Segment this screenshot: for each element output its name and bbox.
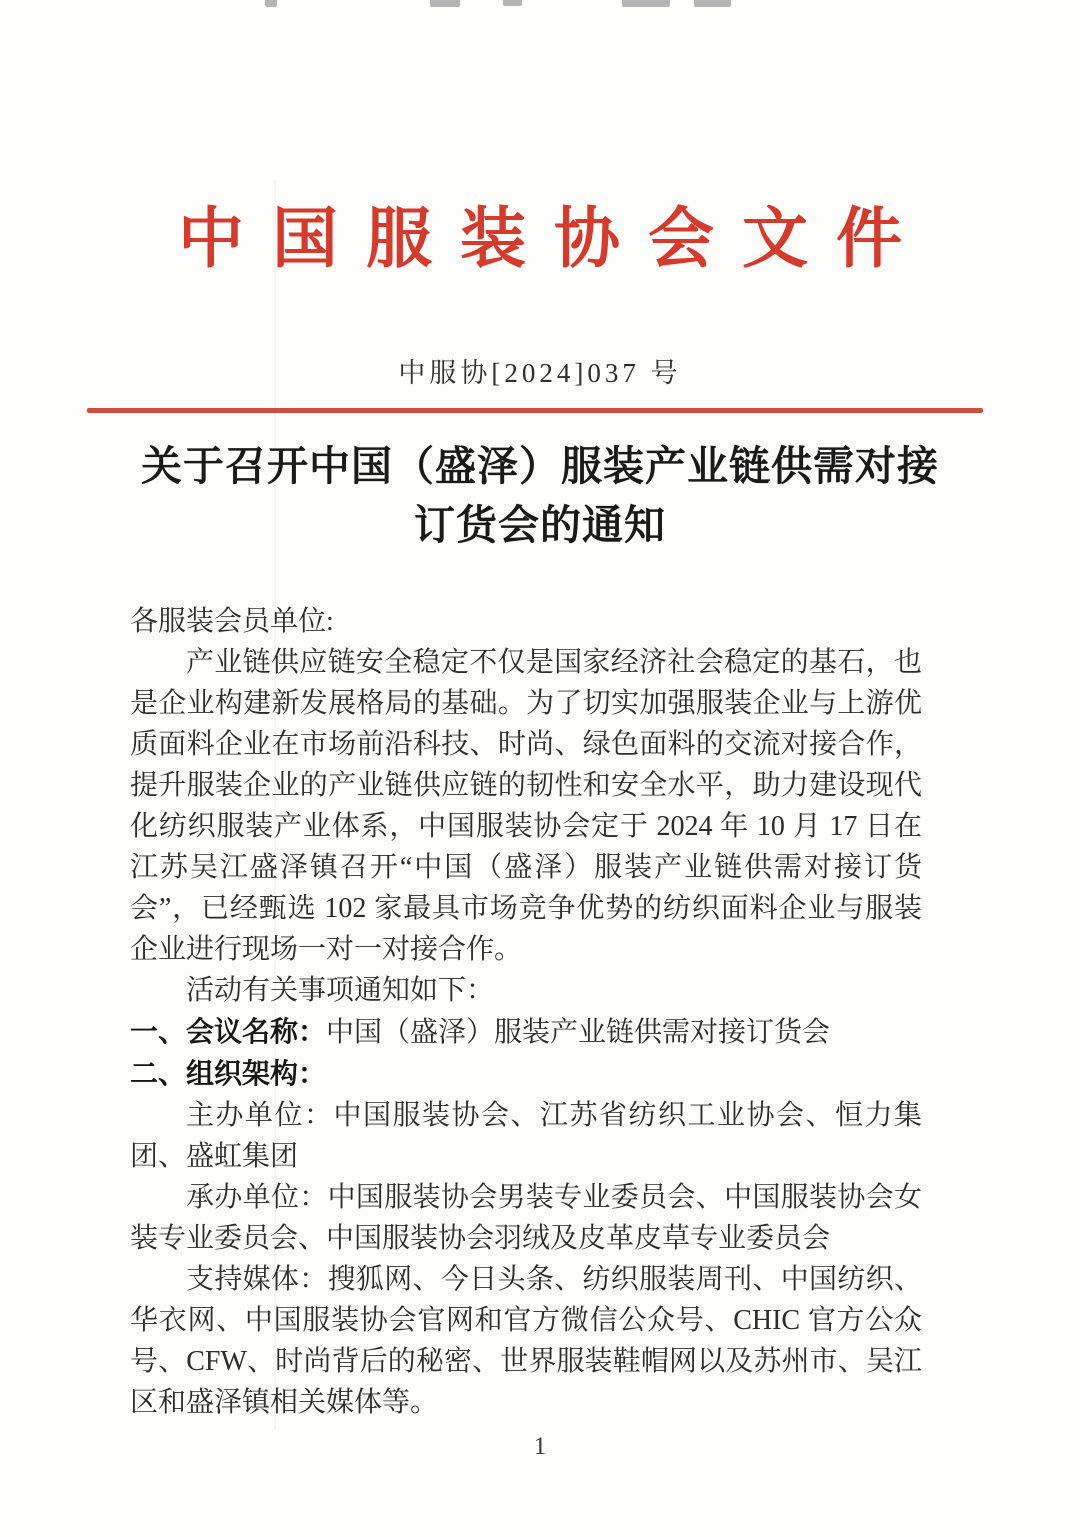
item-meeting-name-label: 一、会议名称： <box>130 1016 327 1047</box>
paragraph-notice-intro: 活动有关事项通知如下： <box>186 975 495 1006</box>
cropped-text-remnant <box>622 0 670 7</box>
cropped-text-remnant <box>503 0 522 6</box>
paragraph-organizers: 主办单位：中国服装协会、江苏省纺织工业协会、恒力集团、盛虹集团 <box>130 1100 922 1172</box>
document-body <box>130 601 922 1423</box>
page-number: 1 <box>533 1433 547 1460</box>
paragraph-intro: 产业链供应链安全稳定不仅是国家经济社会稳定的基石，也是企业构建新发展格局的基础。为了切实加强服装企业与上游优质面料企业在市场前沿科技、时尚、绿色面料的交流对接合作，提升服装企业的产业链供应链的韧性和安全水平，助力建设现代化纺织服装产业体系，中国服装协会定于 2024 年 10 月 17 日在江苏吴江盛泽镇召开“中国（盛泽）服装产业链供需对接订货会”，已经甄选 102 家最具市场竞争优势的纺织面料企业与服装企业进行现场一对一对接合作。 <box>130 647 922 965</box>
letterhead-divider-rule <box>87 408 983 413</box>
paragraph-supporting-media: 支持媒体：搜狐网、今日头条、纺织服装周刊、中国纺织、华衣网、中国服装协会官网和官方微信公众号、CHIC 官方公众号、CFW、时尚背后的秘密、世界服装鞋帽网以及苏州市、吴江区和盛泽镇相关媒体等。 <box>130 1264 922 1418</box>
letterhead-org-title: 中国服装协会文件 <box>178 203 930 276</box>
document-number: 中服协[2024]037 号 <box>398 358 682 388</box>
item-meeting-name <box>130 1011 922 1053</box>
item-org-structure-label: 二、组织架构： <box>130 1058 327 1089</box>
notice-title-line-2: 订货会的通知 <box>414 502 666 548</box>
notice-title <box>0 437 1080 555</box>
item-org-structure <box>130 1053 922 1095</box>
item-meeting-name-value: 中国（盛泽）服装产业链供需对接订货会 <box>326 1017 831 1048</box>
cropped-text-remnant <box>694 0 731 7</box>
salutation: 各服装会员单位: <box>130 606 334 637</box>
cropped-text-remnant <box>265 0 277 7</box>
cropped-text-remnant <box>430 0 460 7</box>
notice-title-line-1: 关于召开中国（盛泽）服装产业链供需对接 <box>141 443 939 489</box>
paragraph-undertakers: 承办单位：中国服装协会男装专业委员会、中国服装协会女装专业委员会、中国服装协会羽绒及皮革皮草专业委员会 <box>130 1182 922 1254</box>
